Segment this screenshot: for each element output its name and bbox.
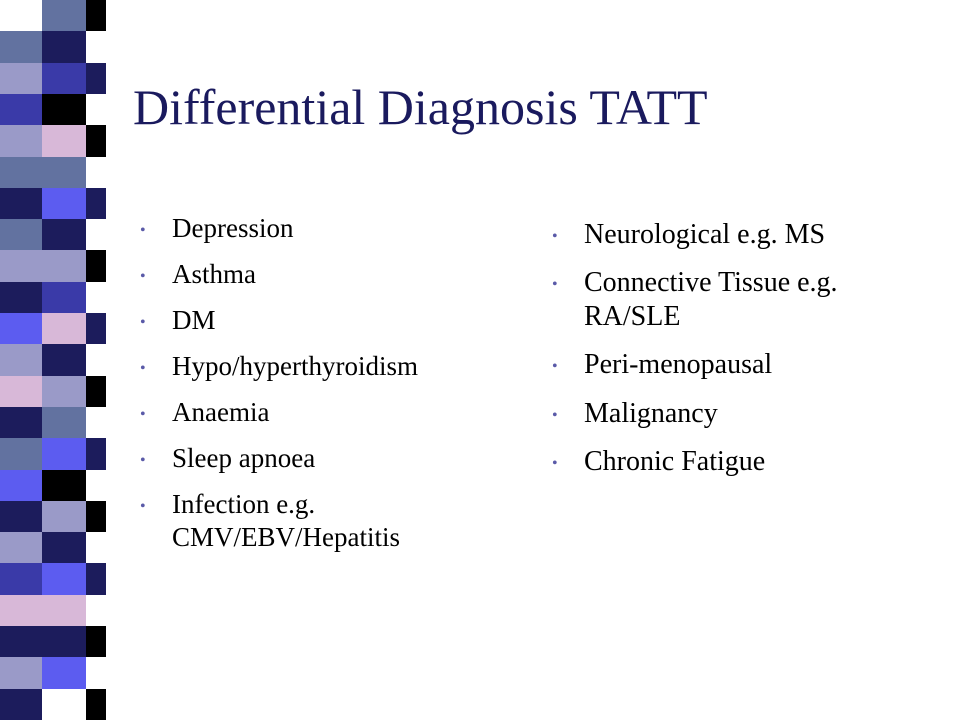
bullet-item xyxy=(552,397,932,431)
stripe-block xyxy=(86,313,106,345)
bullet-item xyxy=(140,350,520,383)
stripe-block xyxy=(86,157,106,189)
bullet-item xyxy=(552,348,932,382)
bullet-item xyxy=(552,218,932,252)
stripe-block xyxy=(0,31,46,63)
stripe-block xyxy=(42,689,86,720)
stripe-column-2 xyxy=(42,0,86,720)
bullet-icon: • xyxy=(140,405,146,423)
stripe-block xyxy=(0,125,46,157)
stripe-block xyxy=(0,563,46,595)
stripe-block xyxy=(86,407,106,439)
stripe-block xyxy=(86,501,106,533)
bullet-icon: • xyxy=(140,222,146,239)
bullet-item xyxy=(140,396,520,429)
bullet-item xyxy=(140,212,520,245)
stripe-block xyxy=(86,438,106,470)
slide-title: Differential Diagnosis TATT xyxy=(133,79,708,135)
stripe-column-1 xyxy=(0,0,46,720)
stripe-block xyxy=(0,250,46,282)
bullet-icon: • xyxy=(140,267,146,285)
stripe-block xyxy=(86,282,106,314)
stripe-block xyxy=(0,689,46,720)
stripe-block xyxy=(0,282,46,314)
stripe-block xyxy=(86,219,106,251)
stripe-block xyxy=(0,94,46,126)
bullet-item xyxy=(552,445,932,479)
stripe-block xyxy=(0,438,46,470)
bullet-icon: • xyxy=(140,451,146,469)
stripe-column-3 xyxy=(86,0,106,720)
bullet-icon: • xyxy=(552,454,558,472)
stripe-block xyxy=(86,94,106,126)
stripe-block xyxy=(86,344,106,376)
stripe-block xyxy=(0,157,46,189)
stripe-block xyxy=(42,626,86,658)
stripe-block xyxy=(0,376,46,408)
bullet-text: Depression xyxy=(172,213,294,243)
bullet-text: Sleep apnoea xyxy=(172,442,316,473)
stripe-block xyxy=(0,470,46,502)
bullet-text: Malignancy xyxy=(584,397,718,429)
stripe-block xyxy=(0,532,46,564)
bullet-item xyxy=(140,488,502,554)
stripe-block xyxy=(86,376,106,408)
stripe-block xyxy=(42,376,86,408)
stripe-block xyxy=(42,344,86,376)
stripe-block xyxy=(86,250,106,282)
stripe-block xyxy=(86,0,106,32)
stripe-block xyxy=(86,595,106,627)
stripe-block xyxy=(86,31,106,63)
stripe-block xyxy=(42,595,86,627)
stripe-block xyxy=(86,470,106,502)
bullet-text: Chronic Fatigue xyxy=(584,445,766,477)
bullet-item xyxy=(552,266,924,334)
bullet-text: Neurological e.g. MS xyxy=(584,219,826,250)
stripe-block xyxy=(42,501,86,533)
stripe-block xyxy=(0,501,46,533)
stripe-block xyxy=(0,313,46,345)
bullet-item xyxy=(140,304,520,337)
stripe-block xyxy=(42,125,86,157)
bullet-text: Anaemia xyxy=(172,396,270,427)
stripe-block xyxy=(0,63,46,95)
left-bullet-list xyxy=(140,212,520,567)
stripe-block xyxy=(0,219,46,251)
stripe-block xyxy=(0,188,46,220)
stripe-block xyxy=(42,0,86,32)
stripe-block xyxy=(42,532,86,564)
stripe-block xyxy=(0,595,46,627)
bullet-icon: • xyxy=(140,359,146,377)
bullet-text: Connective Tissue e.g. RA/SLE xyxy=(584,267,838,333)
stripe-block xyxy=(42,407,86,439)
bullet-icon: • xyxy=(552,406,558,424)
stripe-block xyxy=(42,563,86,595)
stripe-block xyxy=(0,626,46,658)
bullet-text: Peri-menopausal xyxy=(584,349,773,381)
stripe-block xyxy=(42,313,86,345)
stripe-block xyxy=(86,188,106,220)
bullet-icon: • xyxy=(140,313,146,331)
stripe-block xyxy=(42,31,86,63)
stripe-block xyxy=(0,0,46,32)
stripe-block xyxy=(86,563,106,595)
bullet-icon: • xyxy=(552,228,558,245)
stripe-block xyxy=(0,344,46,376)
stripe-block xyxy=(42,94,86,126)
stripe-block xyxy=(86,626,106,658)
stripe-block xyxy=(42,157,86,189)
bullet-text: Asthma xyxy=(172,258,256,289)
stripe-block xyxy=(86,532,106,564)
bullet-item xyxy=(140,258,520,291)
decorative-stripe-bar xyxy=(0,0,110,720)
stripe-block xyxy=(86,689,106,720)
stripe-block xyxy=(86,125,106,157)
stripe-block xyxy=(86,657,106,689)
bullet-text: Infection e.g. CMV/EBV/Hepatitis xyxy=(172,488,400,552)
bullet-icon: • xyxy=(552,358,558,376)
bullet-text: Hypo/hyperthyroidism xyxy=(172,350,418,381)
bullet-item xyxy=(140,442,520,475)
bullet-text: DM xyxy=(172,304,216,335)
stripe-block xyxy=(0,407,46,439)
stripe-block xyxy=(42,250,86,282)
stripe-block xyxy=(42,438,86,470)
stripe-block xyxy=(42,219,86,251)
bullet-icon: • xyxy=(552,276,558,294)
right-bullet-list xyxy=(552,218,932,493)
stripe-block xyxy=(42,63,86,95)
stripe-block xyxy=(42,282,86,314)
stripe-block xyxy=(0,657,46,689)
stripe-block xyxy=(42,188,86,220)
stripe-block xyxy=(42,657,86,689)
stripe-block xyxy=(86,63,106,95)
stripe-block xyxy=(42,470,86,502)
bullet-icon: • xyxy=(140,497,146,515)
